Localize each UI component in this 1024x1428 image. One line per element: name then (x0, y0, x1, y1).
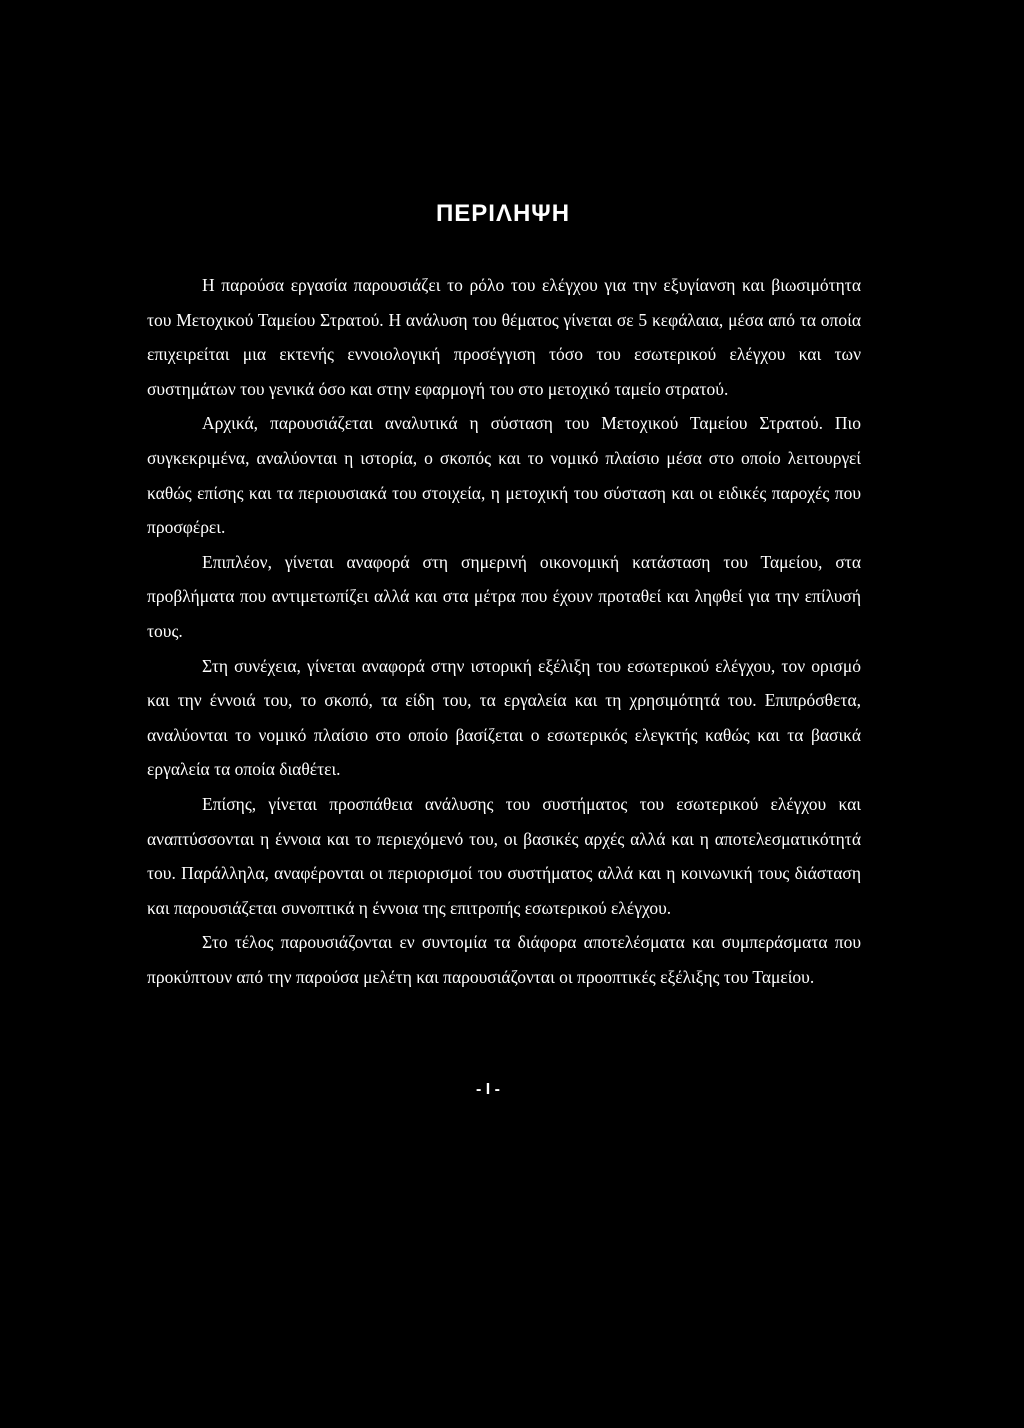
paragraph-6: Στο τέλος παρουσιάζονται εν συντομία τα διάφορα αποτελέσματα και συμπεράσματα που προκύπτουν από την παρούσα μελέτη και παρουσιάζονται οι προοπτικές εξέλιξης του Ταμείου. (147, 932, 861, 987)
page-title: ΠΕΡΙΛΗΨΗ (435, 200, 571, 227)
abstract-body (147, 268, 861, 994)
paragraph-1: Η παρούσα εργασία παρουσιάζει το ρόλο του ελέγχου για την εξυγίανση και βιωσιμότητα του Μετοχικού Ταμείου Στρατού. Η ανάλυση του θέματος γίνεται σε 5 κεφάλαια, μέσα από τα οποία επιχειρείται μια εκτενής εννοιολογική προσέγγιση τόσο του εσωτερικού ελέγχου και των συστημάτων του γενικά όσο και στην εφαρμογή του στο μετοχικό ταμείο στρατού. (147, 275, 861, 399)
paragraph-4: Στη συνέχεια, γίνεται αναφορά στην ιστορική εξέλιξη του εσωτερικού ελέγχου, τον ορισμό και την έννοιά του, το σκοπό, τα είδη του, τα εργαλεία και τη χρησιμότητά του. Επιπρόσθετα, αναλύονται το νομικό πλαίσιο στο οποίο βασίζεται ο εσωτερικός ελεγκτής καθώς και τα βασικά εργαλεία τα οποία διαθέτει. (147, 655, 861, 780)
page-number: - I - (476, 1081, 500, 1098)
paragraph-2: Αρχικά, παρουσιάζεται αναλυτικά η σύσταση του Μετοχικού Ταμείου Στρατού. Πιο συγκεκριμένα, αναλύονται η ιστορία, ο σκοπός και το νομικό πλαίσιο μέσα στο οποίο λειτουργεί καθώς επίσης και τα περιουσιακά του στοιχεία, η μετοχική του σύσταση και οι ειδικές παροχές που προσφέρει. (147, 413, 861, 538)
paragraph-5: Επίσης, γίνεται προσπάθεια ανάλυσης του συστήματος του εσωτερικού ελέγχου και αναπτύσσονται η έννοια και το περιεχόμενό του, οι βασικές αρχές αλλά και η αποτελεσματικότητά του. Παράλληλα, αναφέρονται οι περιορισμοί του συστήματος αλλά και η κοινωνική τους διάσταση και παρουσιάζεται συνοπτικά η έννοια της επιτροπής εσωτερικού ελέγχου. (147, 793, 861, 918)
paragraph-3: Επιπλέον, γίνεται αναφορά στη σημερινή οικονομική κατάσταση του Ταμείου, στα προβλήματα που αντιμετωπίζει αλλά και στα μέτρα που έχουν προταθεί και ληφθεί για την επίλυσή τους. (147, 551, 861, 641)
